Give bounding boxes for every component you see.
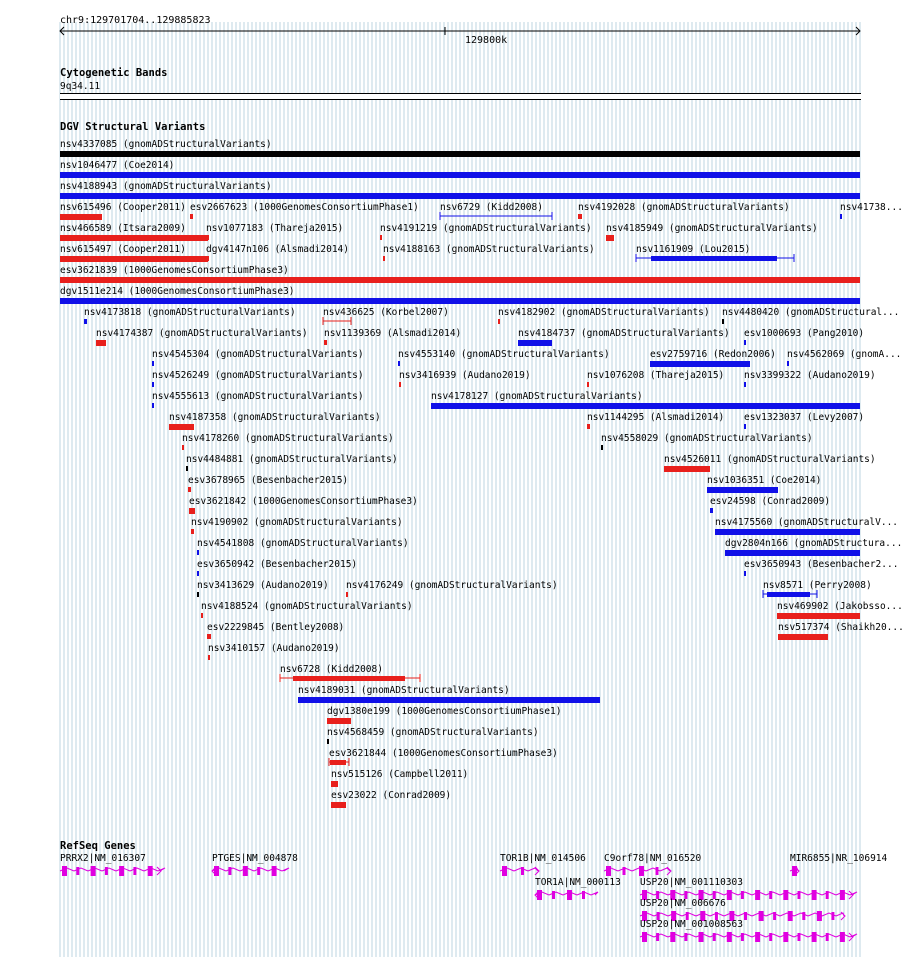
gene-label[interactable]: PRRX2|NM_016307 [60, 853, 146, 864]
variant-bar[interactable] [60, 151, 860, 157]
variant-label[interactable]: nsv4526011 (gnomADStructuralVariants) [664, 454, 876, 465]
variant-bar[interactable] [152, 361, 154, 366]
variant-label[interactable]: nsv4337085 (gnomADStructuralVariants) [60, 139, 272, 150]
variant-bar[interactable] [498, 319, 500, 324]
variant-label[interactable]: esv3678965 (Besenbacher2015) [188, 475, 349, 486]
variant-label[interactable]: nsv4553140 (gnomADStructuralVariants) [398, 349, 610, 360]
variant-bar[interactable] [380, 235, 382, 240]
gene-label[interactable]: USP20|NM_001008563 [640, 919, 743, 930]
variant-bar[interactable] [182, 445, 184, 450]
variant-bar[interactable] [60, 277, 860, 283]
variant-label[interactable]: nsv3399322 (Audano2019) [744, 370, 876, 381]
variant-bar[interactable] [744, 382, 746, 387]
variant-label[interactable]: esv23022 (Conrad2009) [331, 790, 452, 801]
variant-bar[interactable] [60, 172, 860, 178]
variant-label[interactable]: nsv4173818 (gnomADStructuralVariants) [84, 307, 296, 318]
variant-bar[interactable] [587, 382, 589, 387]
variant-bar[interactable] [578, 214, 582, 219]
variant-bar[interactable] [744, 340, 746, 345]
variant-bar[interactable] [186, 466, 188, 471]
cytoband-track-title: Cytogenetic Bands [60, 67, 168, 79]
variant-bar[interactable] [197, 571, 199, 576]
gene-label[interactable]: USP20|NM_006676 [640, 898, 726, 909]
variant-bar[interactable] [279, 674, 421, 683]
cytoband-label: 9q34.11 [60, 81, 101, 92]
variant-bar[interactable] [197, 592, 199, 597]
variant-bar[interactable] [60, 235, 208, 241]
variant-label[interactable]: nsv515126 (Campbell2011) [331, 769, 469, 780]
variant-bar[interactable] [725, 550, 860, 556]
variant-bar[interactable] [328, 758, 350, 767]
variant-label[interactable]: nsv4480420 (gnomADStructural... [722, 307, 900, 318]
variant-bar[interactable] [664, 466, 710, 472]
variant-label[interactable]: nsv4188943 (gnomADStructuralVariants) [60, 181, 272, 192]
variant-bar[interactable] [206, 235, 209, 240]
variant-label[interactable]: dgv1511e214 (1000GenomesConsortiumPhase3) [60, 286, 295, 297]
dgv-track-title: DGV Structural Variants [60, 121, 206, 133]
variant-label[interactable]: nsv4189031 (gnomADStructuralVariants) [298, 685, 510, 696]
gene-label[interactable]: USP20|NM_001110303 [640, 877, 743, 888]
variant-label[interactable]: nsv4545304 (gnomADStructuralVariants) [152, 349, 364, 360]
variant-label[interactable]: esv3621844 (1000GenomesConsortiumPhase3) [329, 748, 558, 759]
variant-label[interactable]: esv3650942 (Besenbacher2015) [197, 559, 358, 570]
variant-bar[interactable] [331, 802, 346, 808]
variant-bar[interactable] [331, 781, 338, 787]
gene-label[interactable]: MIR6855|NR_106914 [790, 853, 888, 864]
variant-label[interactable]: esv2759716 (Redon2006) [650, 349, 776, 360]
gene-model[interactable] [640, 931, 856, 943]
variant-label[interactable]: nsv4188524 (gnomADStructuralVariants) [201, 601, 413, 612]
gene-label[interactable]: TOR1A|NM_000113 [535, 877, 621, 888]
variant-bar[interactable] [707, 487, 778, 493]
variant-label[interactable]: dgv1380e199 (1000GenomesConsortiumPhase1) [327, 706, 562, 717]
variant-label[interactable]: nsv1139369 (Alsmadi2014) [324, 328, 462, 339]
variant-bar[interactable] [197, 550, 199, 555]
variant-label[interactable]: nsv1161909 (Lou2015) [636, 244, 751, 255]
ruler-tick-label: 129800k [465, 35, 508, 46]
variant-label[interactable]: nsv4555613 (gnomADStructuralVariants) [152, 391, 364, 402]
variant-label[interactable]: nsv1077183 (Thareja2015) [206, 223, 344, 234]
variant-bar[interactable] [635, 254, 795, 263]
variant-label[interactable]: nsv4187358 (gnomADStructuralVariants) [169, 412, 381, 423]
variant-label[interactable]: nsv8571 (Perry2008) [763, 580, 872, 591]
variant-label[interactable]: nsv1076208 (Thareja2015) [587, 370, 725, 381]
variant-label[interactable]: nsv4182902 (gnomADStructuralVariants) [498, 307, 710, 318]
variant-bar[interactable] [60, 298, 860, 304]
variant-bar[interactable] [601, 445, 603, 450]
variant-bar[interactable] [188, 487, 191, 492]
variant-label[interactable]: nsv4568459 (gnomADStructuralVariants) [327, 727, 539, 738]
variant-label[interactable]: nsv4192028 (gnomADStructuralVariants) [578, 202, 790, 213]
variant-label[interactable]: nsv1144295 (Alsmadi2014) [587, 412, 725, 423]
variant-label[interactable]: esv2667623 (1000GenomesConsortiumPhase1) [190, 202, 419, 213]
gene-label[interactable]: C9orf78|NM_016520 [604, 853, 702, 864]
variant-label[interactable]: nsv4188163 (gnomADStructuralVariants) [383, 244, 595, 255]
variant-label[interactable]: nsv4190902 (gnomADStructuralVariants) [191, 517, 403, 528]
gene-model[interactable] [212, 865, 288, 877]
gene-model[interactable] [604, 865, 674, 877]
variant-bar[interactable] [777, 613, 860, 619]
variant-label[interactable]: nsv1046477 (Coe2014) [60, 160, 175, 171]
gene-label[interactable]: TOR1B|NM_014506 [500, 853, 586, 864]
variant-bar[interactable] [206, 256, 209, 261]
variant-label[interactable]: nsv4176249 (gnomADStructuralVariants) [346, 580, 558, 591]
variant-label[interactable]: nsv4178260 (gnomADStructuralVariants) [182, 433, 394, 444]
variant-bar[interactable] [439, 212, 553, 221]
variant-label[interactable]: nsv469902 (Jakobsso... [777, 601, 903, 612]
variant-bar[interactable] [518, 340, 552, 346]
variant-label[interactable]: nsv4541808 (gnomADStructuralVariants) [197, 538, 409, 549]
variant-label[interactable]: nsv436625 (Korbel2007) [323, 307, 449, 318]
variant-label[interactable]: esv3650943 (Besenbacher2... [744, 559, 899, 570]
refseq-track-title: RefSeq Genes [60, 840, 136, 852]
variant-label[interactable]: nsv4184737 (gnomADStructuralVariants) [518, 328, 730, 339]
variant-label[interactable]: nsv3413629 (Audano2019) [197, 580, 329, 591]
variant-bar[interactable] [190, 214, 193, 219]
variant-bar[interactable] [744, 424, 746, 429]
variant-bar[interactable] [606, 235, 614, 241]
variant-bar[interactable] [327, 739, 329, 744]
variant-label[interactable]: nsv4484881 (gnomADStructuralVariants) [186, 454, 398, 465]
variant-label[interactable]: nsv4562069 (gnomA... [787, 349, 902, 360]
variant-label[interactable]: dgv4147n106 (Alsmadi2014) [206, 244, 349, 255]
variant-label[interactable]: esv3621839 (1000GenomesConsortiumPhase3) [60, 265, 289, 276]
variant-bar[interactable] [650, 361, 750, 367]
variant-label[interactable]: esv24598 (Conrad2009) [710, 496, 831, 507]
variant-label[interactable]: esv1000693 (Pang2010) [744, 328, 865, 339]
variant-label[interactable]: nsv466589 (Itsara2009) [60, 223, 186, 234]
variant-label[interactable]: esv1323037 (Levy2007) [744, 412, 865, 423]
variant-label[interactable]: nsv4558029 (gnomADStructuralVariants) [601, 433, 813, 444]
variant-label[interactable]: nsv4526249 (gnomADStructuralVariants) [152, 370, 364, 381]
variant-bar[interactable] [60, 193, 860, 199]
variant-bar[interactable] [431, 403, 860, 409]
variant-bar[interactable] [327, 718, 351, 724]
variant-bar[interactable] [169, 424, 194, 430]
variant-bar[interactable] [201, 613, 203, 618]
variant-label[interactable]: nsv6728 (Kidd2008) [280, 664, 383, 675]
variant-bar[interactable] [60, 256, 208, 262]
variant-bar[interactable] [778, 634, 828, 640]
variant-label[interactable]: nsv4185949 (gnomADStructuralVariants) [606, 223, 818, 234]
gene-label[interactable]: PTGES|NM_004878 [212, 853, 298, 864]
variant-bar[interactable] [298, 697, 600, 703]
variant-bar[interactable] [208, 655, 210, 660]
variant-label[interactable]: nsv4174387 (gnomADStructuralVariants) [96, 328, 308, 339]
gene-model[interactable] [535, 889, 599, 901]
variant-bar[interactable] [587, 424, 590, 429]
variant-bar[interactable] [96, 340, 106, 346]
variant-bar[interactable] [322, 317, 352, 326]
variant-bar[interactable] [346, 592, 348, 597]
variant-bar[interactable] [722, 319, 724, 324]
location-label: chr9:129701704..129885823 [60, 15, 211, 26]
variant-label[interactable]: nsv615497 (Cooper2011) [60, 244, 186, 255]
variant-label[interactable]: nsv517374 (Shaikh20... [778, 622, 904, 633]
variant-bar[interactable] [207, 634, 211, 639]
variant-label[interactable]: dgv2804n166 (gnomADStructura... [725, 538, 903, 549]
variant-label[interactable]: nsv615496 (Cooper2011) [60, 202, 186, 213]
variant-bar[interactable] [60, 214, 102, 220]
variant-label[interactable]: nsv41738... [840, 202, 903, 213]
variant-bar[interactable] [762, 590, 818, 599]
variant-label[interactable]: nsv3410157 (Audano2019) [208, 643, 340, 654]
gene-model[interactable] [500, 865, 542, 877]
variant-bar[interactable] [191, 529, 194, 534]
variant-bar[interactable] [744, 571, 746, 576]
variant-bar[interactable] [399, 382, 401, 387]
variant-bar[interactable] [189, 508, 195, 514]
variant-label[interactable]: nsv1036351 (Coe2014) [707, 475, 822, 486]
variant-label[interactable]: nsv4175560 (gnomADStructuralV... [715, 517, 899, 528]
cytoband-bar[interactable] [60, 93, 861, 100]
variant-bar[interactable] [840, 214, 842, 219]
gene-model[interactable] [60, 865, 164, 877]
variant-bar[interactable] [152, 382, 154, 387]
variant-bar[interactable] [398, 361, 400, 366]
variant-label[interactable]: nsv6729 (Kidd2008) [440, 202, 543, 213]
variant-bar[interactable] [787, 361, 789, 366]
variant-bar[interactable] [84, 319, 87, 324]
scale-ruler[interactable] [56, 26, 866, 36]
variant-label[interactable]: nsv3416939 (Audano2019) [399, 370, 531, 381]
variant-bar[interactable] [152, 403, 154, 408]
variant-bar[interactable] [715, 529, 860, 535]
gene-model[interactable] [790, 865, 802, 877]
variant-label[interactable]: esv2229845 (Bentley2008) [207, 622, 345, 633]
variant-bar[interactable] [383, 256, 385, 261]
variant-bar[interactable] [710, 508, 713, 513]
variant-bar[interactable] [324, 340, 327, 345]
variant-label[interactable]: nsv4191219 (gnomADStructuralVariants) [380, 223, 592, 234]
variant-label[interactable]: nsv4178127 (gnomADStructuralVariants) [431, 391, 643, 402]
variant-label[interactable]: esv3621842 (1000GenomesConsortiumPhase3) [189, 496, 418, 507]
